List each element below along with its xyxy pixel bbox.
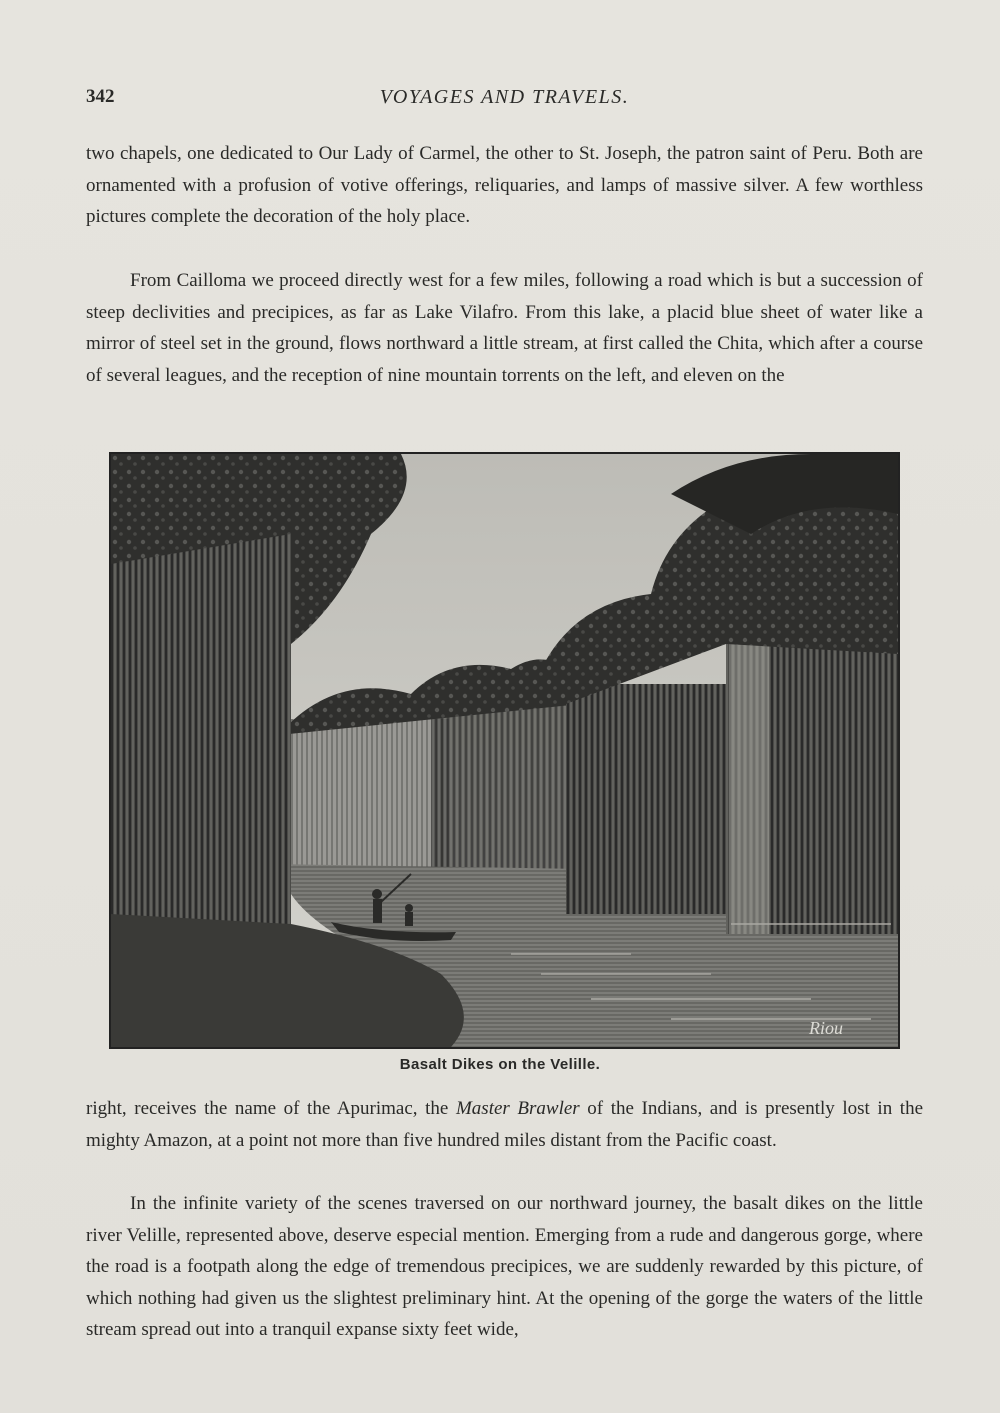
figure-caption: Basalt Dikes on the Velille. bbox=[399, 1056, 601, 1073]
paragraph-3 bbox=[86, 1093, 923, 1156]
paragraph-3-start: right, receives the name of the Apurimac, the bbox=[86, 1098, 456, 1119]
paragraph-4: In the infinite variety of the scenes traversed on our northward journey, the basalt dikes on the little river Velille, represented above, deserve especial mention. Emerging from a rude and dangerous gorge, where the road is a footpath along the edge of tremendous precipices, we are suddenly rewarded by this picture, of which nothing had given us the slightest preliminary hint. At the opening of the gorge the waters of the little stream spread out into a tranquil expanse sixty feet wide, bbox=[86, 1193, 923, 1340]
paragraph-1: two chapels, one dedicated to Our Lady of Carmel, the other to St. Joseph, the patron saint of Peru. Both are ornamented with a profusion of votive offerings, reliquaries, and lamps of massive silver. A few worthless pictures complete the decoration of the holy place. bbox=[86, 143, 923, 227]
engraver-signature: Riou bbox=[809, 1018, 843, 1038]
paragraph-3-end: of the Indians, and is presently lost in the mighty Amazon, at a point not more than five hundred miles distant from the Pacific coast. bbox=[86, 1098, 924, 1151]
running-title: VOYAGES AND TRAVELS. bbox=[379, 86, 630, 108]
paragraph-2: From Cailloma we proceed directly west for a few miles, following a road which is but a succession of steep declivities and precipices, as far as Lake Vilafro. From this lake, a placid blue sheet of water like a mirror of steel set in the ground, flows northward a little stream, at first called the Chita, which after a course of several leagues, and the reception of nine mountain torrents on the left, and eleven on the bbox=[86, 270, 923, 386]
page-header bbox=[86, 86, 923, 118]
page-number: 342 bbox=[86, 86, 115, 107]
engraving-basalt-dikes bbox=[109, 452, 900, 1049]
engraving-illustration bbox=[111, 454, 898, 1047]
italic-master-brawler: Master Brawler bbox=[455, 1098, 580, 1119]
